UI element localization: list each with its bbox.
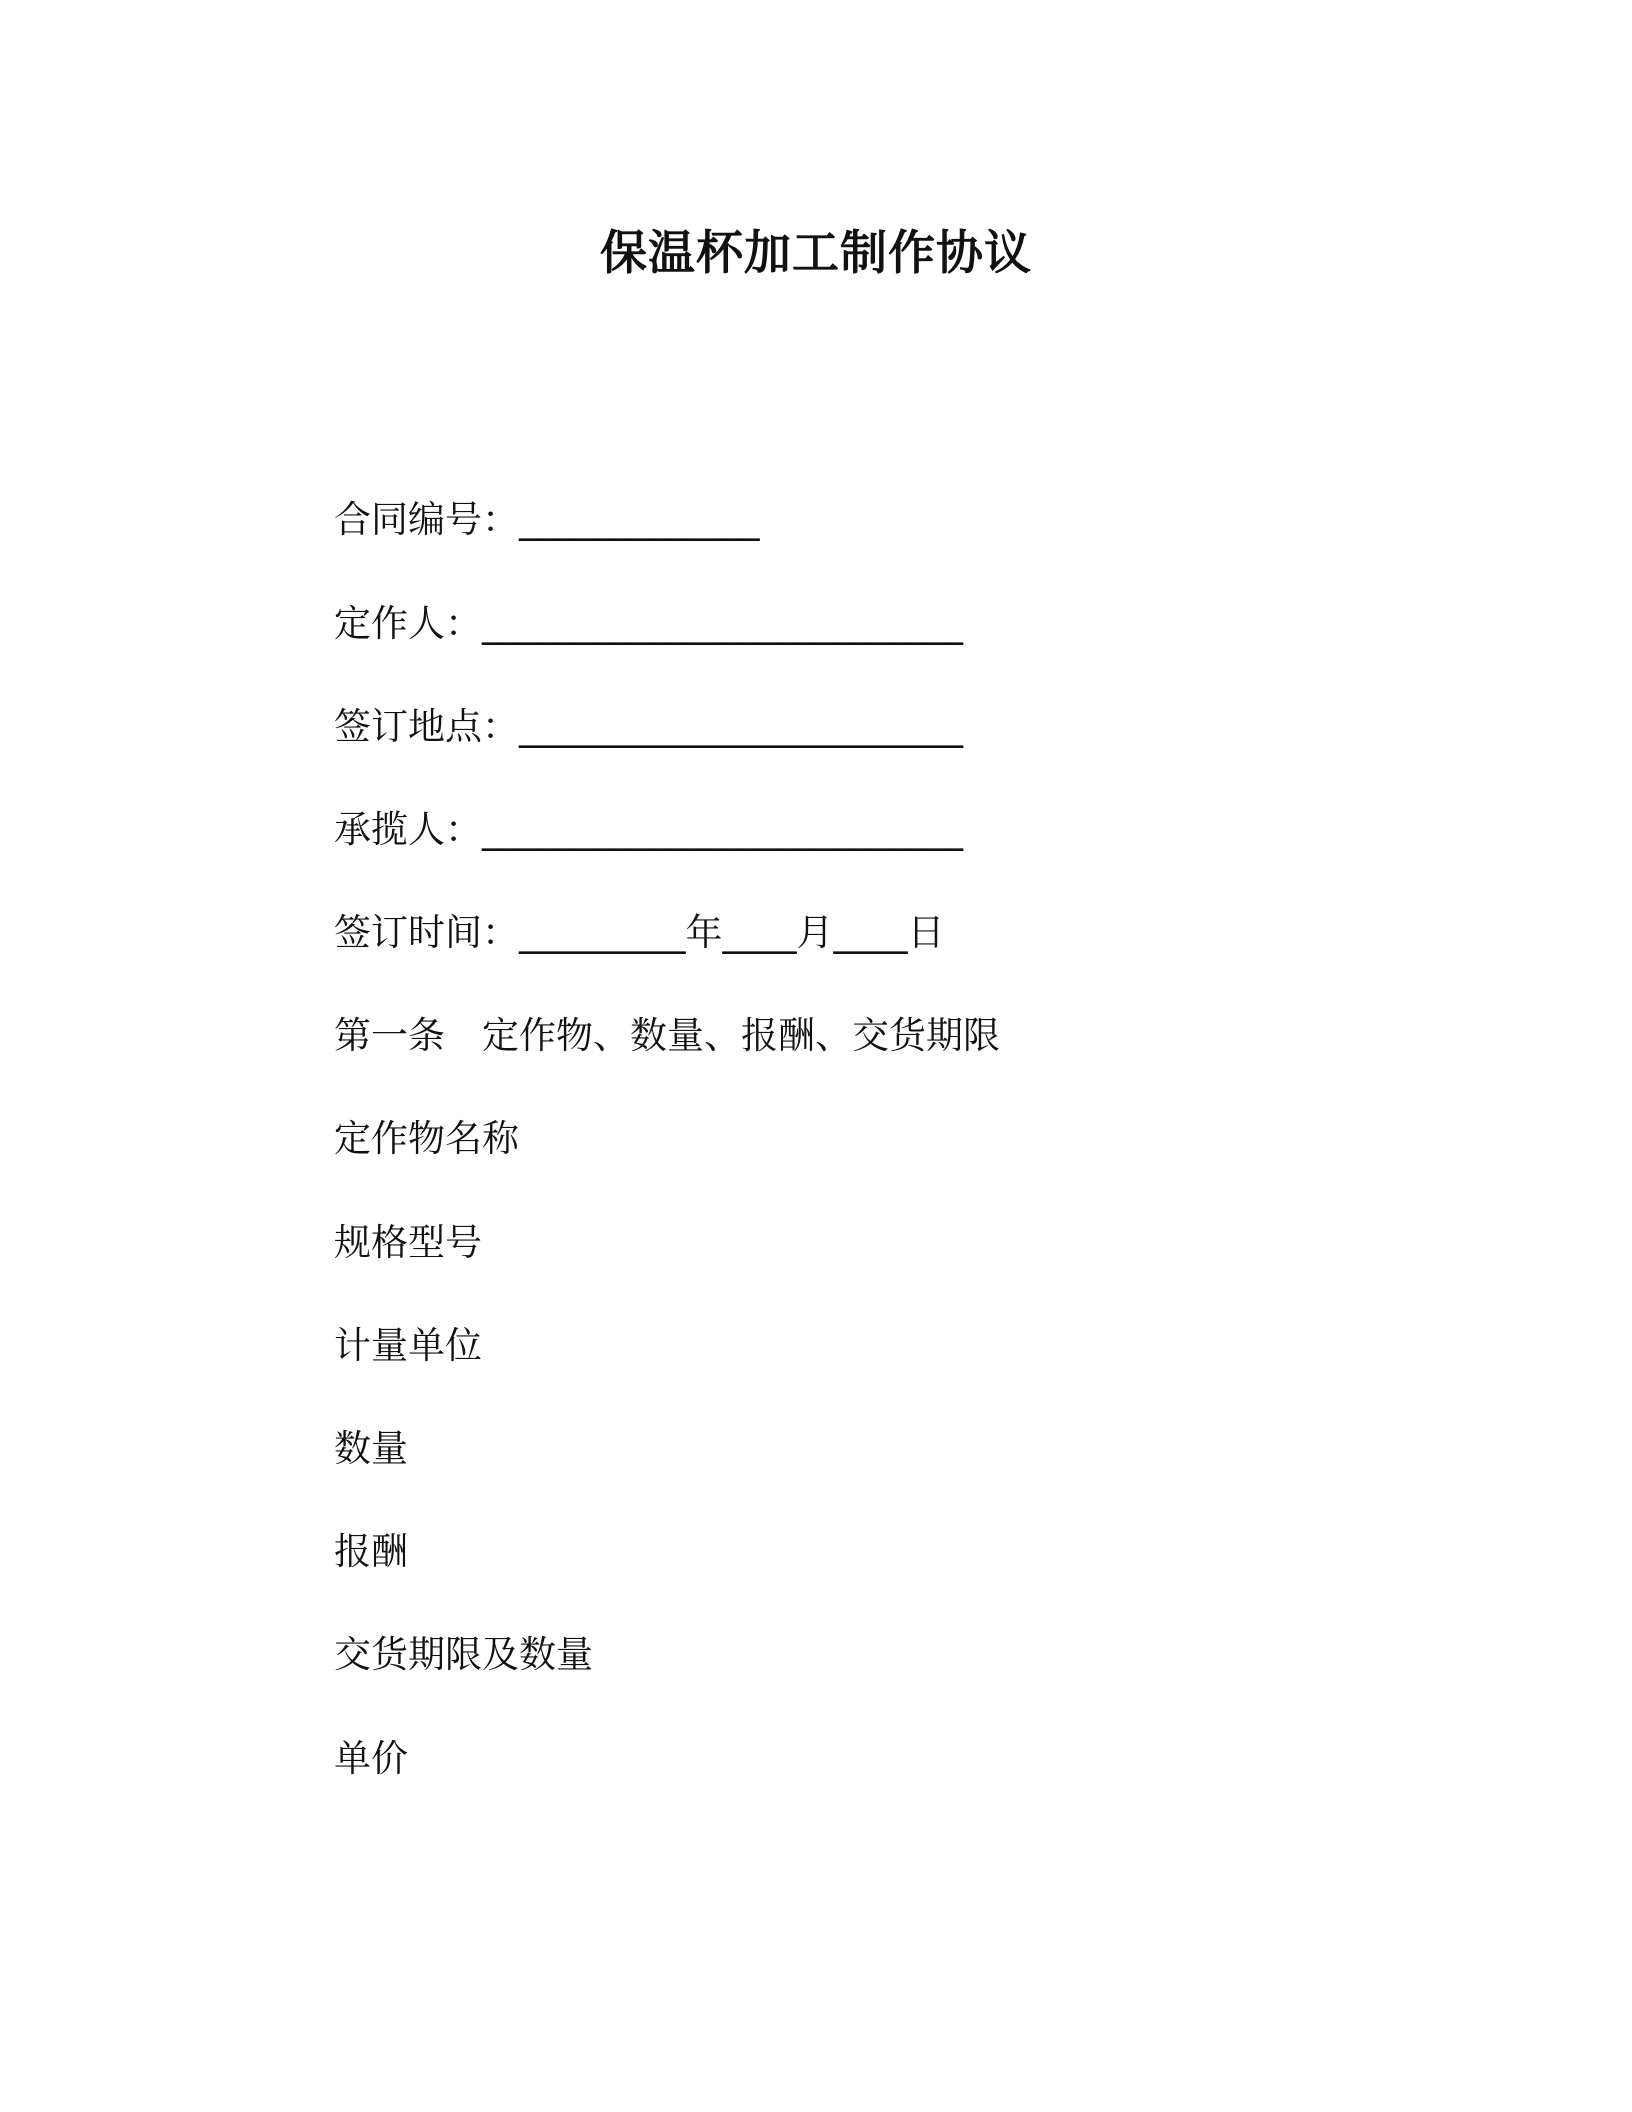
day-blank: ____	[833, 911, 908, 954]
orderer-blank: __________________________	[482, 602, 963, 645]
day-unit: 日	[907, 911, 945, 954]
contract-number-line	[334, 496, 760, 544]
month-unit: 月	[796, 911, 834, 954]
signing-place-blank: ________________________	[519, 705, 963, 748]
contractor-label: 承揽人：	[334, 808, 482, 851]
month-blank: ____	[722, 911, 797, 954]
contractor-line	[334, 806, 963, 854]
item-product-name: 定作物名称	[334, 1117, 519, 1160]
year-blank: _________	[519, 911, 686, 954]
signing-place-label: 签订地点：	[334, 705, 519, 748]
item-spec-model: 规格型号	[334, 1221, 482, 1264]
contract-number-label: 合同编号：	[334, 498, 519, 541]
item-remuneration: 报酬	[334, 1530, 408, 1573]
item-unit: 计量单位	[334, 1324, 482, 1367]
contract-number-blank: _____________	[519, 498, 760, 541]
article-1-heading: 第一条 定作物、数量、报酬、交货期限	[334, 1014, 1000, 1057]
orderer-line	[334, 600, 963, 648]
orderer-label: 定作人：	[334, 602, 482, 645]
signing-date-label: 签订时间：	[334, 911, 519, 954]
signing-date-line	[334, 909, 945, 957]
year-unit: 年	[685, 911, 723, 954]
signing-place-line	[334, 703, 963, 751]
contractor-blank: __________________________	[482, 808, 963, 851]
item-quantity: 数量	[334, 1427, 408, 1470]
document-title: 保温杯加工制作协议	[600, 226, 1032, 281]
item-delivery-period: 交货期限及数量	[334, 1633, 593, 1676]
item-unit-price: 单价	[334, 1737, 408, 1780]
